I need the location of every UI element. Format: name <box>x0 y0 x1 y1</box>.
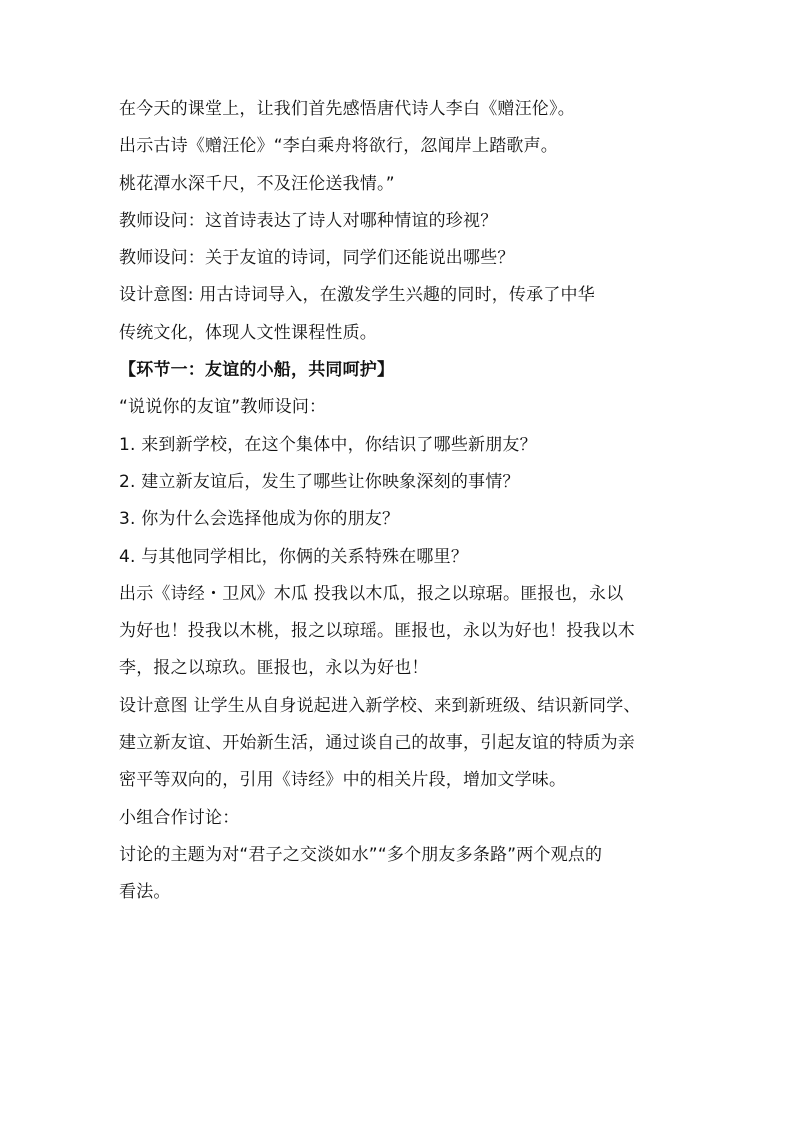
text-line: 看法。 <box>119 882 171 903</box>
text-line: 出示古诗《赠汪伦》“李白乘舟将欲行，忽闻岸上踏歌声。 <box>119 136 559 157</box>
text-line: “说说你的友谊”教师设问： <box>119 397 327 418</box>
text-line: 讨论的主题为对“君子之交淡如水”“多个朋友多条路”两个观点的 <box>119 844 603 865</box>
text-line: 李，报之以琼玖。匪报也，永以为好也！ <box>119 658 429 679</box>
list-item: 2. 建立新友谊后，发生了哪些让你映象深刻的事情？ <box>119 471 520 492</box>
text-line: 传统文化，体现人文性课程性质。 <box>119 322 377 343</box>
list-item: 3. 你为什么会选择他成为你的朋友？ <box>119 509 400 530</box>
text-line: 桃花潭水深千尺，不及汪伦送我情。” <box>119 173 395 194</box>
list-item: 1. 来到新学校，在这个集体中，你结识了哪些新朋友？ <box>119 434 537 455</box>
text-line: 为好也！投我以木桃，报之以琼瑶。匪报也，永以为好也！投我以木 <box>119 621 635 642</box>
text-line: 设计意图 让学生从自身说起进入新学校、来到新班级、结识新同学、 <box>119 695 641 716</box>
text-line: 密平等双向的，引用《诗经》中的相关片段，增加文学味。 <box>119 770 567 791</box>
text-line: 在今天的课堂上，让我们首先感悟唐代诗人李白《赠汪伦》。 <box>119 99 575 119</box>
text-line: 设计意图: 用古诗词导入，在激发学生兴趣的同时，传承了中华 <box>119 285 595 306</box>
text-line: 出示《诗经・卫风》木瓜 投我以木瓜，报之以琼琚。匪报也，永以 <box>119 583 624 604</box>
text-line: 教师设问：关于友谊的诗词，同学们还能说出哪些？ <box>119 248 515 269</box>
text-line: 小组合作讨论： <box>119 807 240 828</box>
text-line: 教师设问：这首诗表达了诗人对哪种情谊的珍视？ <box>119 210 498 231</box>
text-line: 建立新友谊、开始新生活，通过谈自己的故事，引起友谊的特质为亲 <box>119 733 635 754</box>
list-item: 4. 与其他同学相比，你俩的关系特殊在哪里？ <box>119 546 469 567</box>
section-heading: 【环节一：友谊的小船，共同呵护】 <box>119 360 395 381</box>
document-body <box>119 98 679 919</box>
